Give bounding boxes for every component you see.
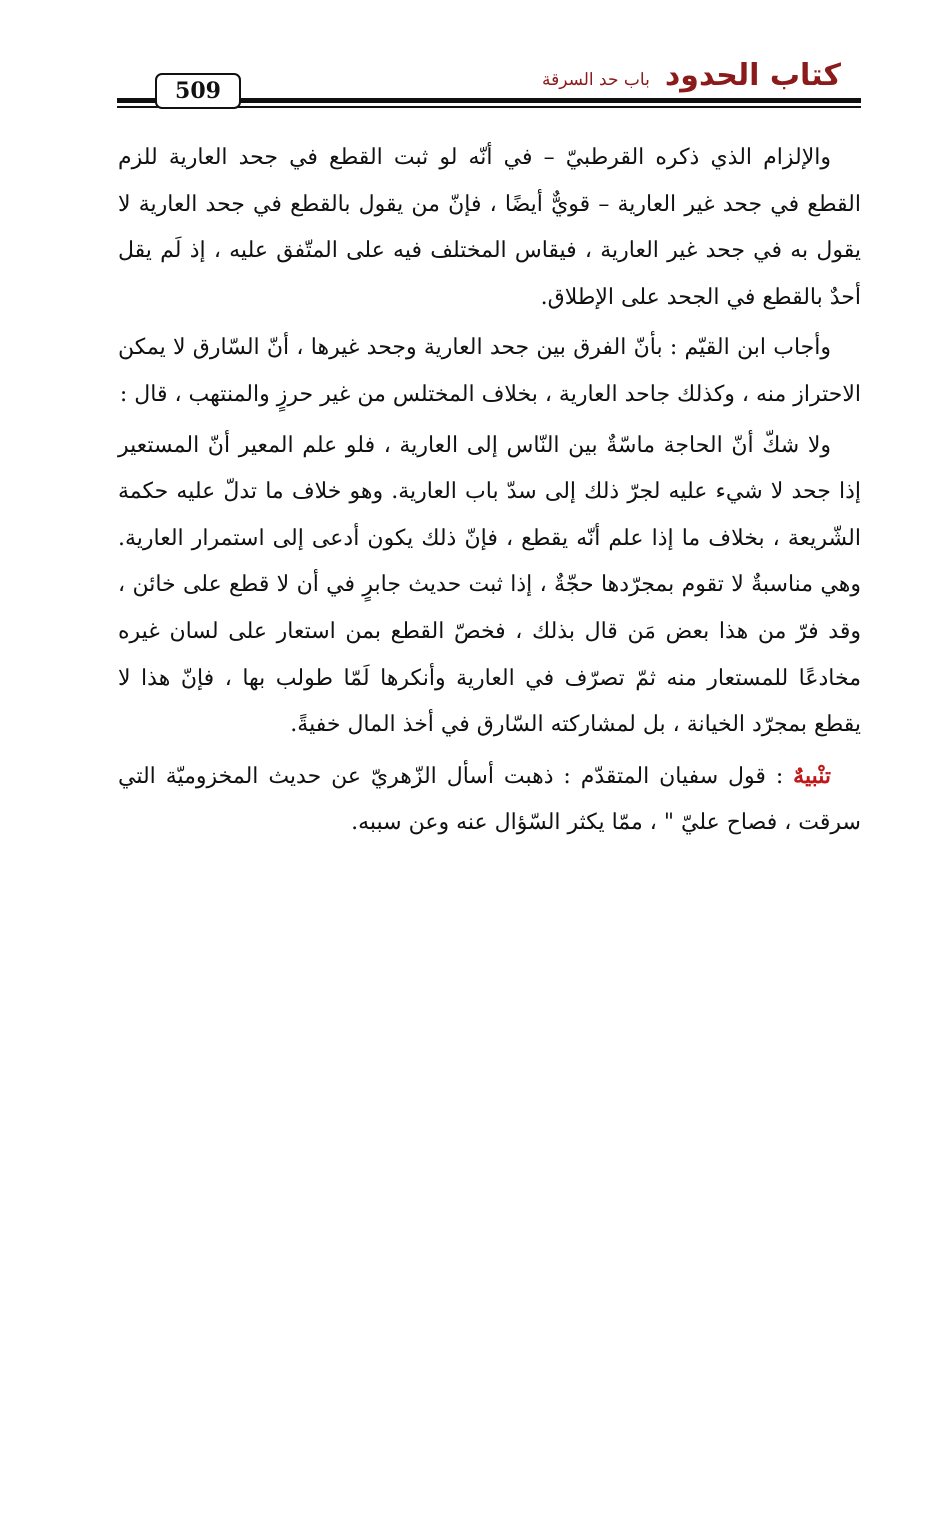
paragraph-2: وأجاب ابن القيّم : بأنّ الفرق بين جحد العارية وجحد غيرها ، أنّ السّارق لا يمكن الاحتراز منه ، وكذلك جاحد العارية ، بخلاف المختلس من غير حرزٍ والمنتهب ، قال : (118, 335, 861, 407)
paragraph-1: والإلزام الذي ذكره القرطبيّ – في أنّه لو ثبت القطع في جحد العارية للزم القطع في جحد غير العارية – قويٌّ أيضًا ، فإنّ من يقول بالقطع في جحد العارية لا يقول به في جحد غير العارية ، فيقاس المختلف فيه على المتّفق عليه ، إذ لَم يقل أحدٌ بالقطع في الجحد على الإطلاق. (118, 145, 861, 310)
note-paragraph (118, 753, 861, 847)
paragraph-3: ولا شكّ أنّ الحاجة ماسّةٌ بين النّاس إلى العارية ، فلو علم المعير أنّ المستعير إذا جحد لا شيء عليه لجرّ ذلك إلى سدّ باب العارية. وهو خلاف ما تدلّ عليه حكمة الشّريعة ، بخلاف ما إذا علم أنّه يقطع ، فإنّ ذلك يكون أدعى إلى استمرار العارية. وهي مناسبةٌ لا تقوم بمجرّدها حجّةٌ ، إذا ثبت حديث جابرٍ في أن لا قطع على خائن ، وقد فرّ من هذا بعض مَن قال بذلك ، فخصّ القطع بمن استعار على لسان غيره مخادعًا للمستعار منه ثمّ تصرّف في العارية وأنكرها لَمّا طولب بها ، فإنّ هذا لا يقطع بمجرّد الخيانة ، بل لمشاركته السّارق في أخذ المال خفيةً. (118, 432, 861, 738)
running-title (542, 58, 841, 93)
page-number: 509 (155, 73, 241, 109)
book-title: كتاب الحدود (664, 58, 841, 93)
page-header (0, 48, 945, 118)
page-body (118, 135, 861, 851)
note-text: : قول سفيان المتقدّم : ذهبت أسأل الزّهريّ عن حديث المخزوميّة التي سرقت ، فصاح عليّ " ، ممّا يكثر السّؤال عنه وعن سببه. (118, 763, 861, 836)
note-label: تنْبيهٌ (793, 762, 831, 789)
chapter-title: باب حد السرقة (541, 70, 650, 90)
